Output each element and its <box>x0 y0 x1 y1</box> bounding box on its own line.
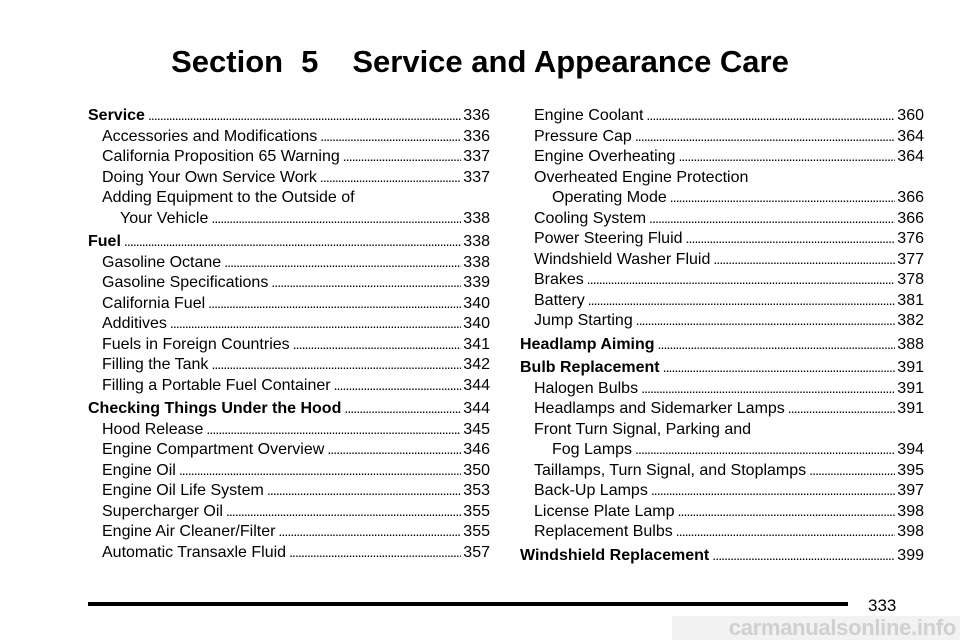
toc-entry-title: Engine Air Cleaner/Filter <box>102 523 276 540</box>
toc-entry-page: 366 <box>897 189 924 206</box>
dot-leader <box>170 314 461 328</box>
toc-entry-page: 378 <box>897 271 924 288</box>
toc-entry-title: Fuel <box>88 233 121 250</box>
dot-leader <box>206 420 461 434</box>
section-word: Section <box>171 44 284 79</box>
dot-leader <box>344 399 461 413</box>
toc-entry <box>88 355 490 376</box>
toc-entry-title: Jump Starting <box>534 312 633 329</box>
toc-entry-page: 381 <box>897 291 924 309</box>
toc-entry <box>88 147 490 168</box>
dot-leader <box>651 481 895 495</box>
toc-entry <box>520 440 924 461</box>
toc-entry-title: Headlamps and Sidemarker Lamps <box>534 400 785 417</box>
toc-entry-page: 341 <box>463 335 490 353</box>
toc-entry-text: Adding Equipment to the Outside of <box>102 189 355 206</box>
footer-rule <box>88 602 848 606</box>
toc-entry-title: Automatic Transaxle Fluid <box>102 543 287 561</box>
dot-leader <box>211 209 461 223</box>
toc-entry <box>520 106 924 127</box>
dot-leader <box>289 543 461 557</box>
dot-leader <box>211 355 461 369</box>
toc-entry-page: 376 <box>897 230 924 247</box>
dot-leader <box>148 106 461 120</box>
toc-entry <box>520 250 924 271</box>
dot-leader <box>809 461 895 475</box>
toc-entry-page: 345 <box>463 420 490 438</box>
toc-entry-page: 355 <box>463 502 490 520</box>
dot-leader <box>320 168 461 182</box>
dot-leader <box>635 440 895 454</box>
toc-entry-page: 397 <box>897 482 924 499</box>
dot-leader <box>271 273 461 287</box>
toc-entry-title: Fuels in Foreign Countries <box>102 335 290 353</box>
toc-entry <box>88 481 490 502</box>
dot-leader <box>678 502 896 516</box>
toc-section-entry <box>88 399 490 420</box>
toc-entry-title: Power Steering Fluid <box>534 230 683 247</box>
dot-leader <box>327 440 461 454</box>
toc-entry <box>520 379 924 400</box>
toc-entry-page: 337 <box>463 168 490 186</box>
toc-entry <box>88 440 490 461</box>
dot-leader <box>663 358 896 372</box>
toc-entry-page: 339 <box>463 274 490 291</box>
dot-leader <box>635 127 895 141</box>
toc-entry <box>520 188 924 209</box>
toc-entry-title: Operating Mode <box>552 189 667 206</box>
toc-entry <box>88 127 490 148</box>
dot-leader <box>226 502 461 516</box>
toc-entry-title: California Fuel <box>102 294 206 312</box>
toc-entry-title: Replacement Bulbs <box>534 523 673 540</box>
toc-entry-page: 391 <box>897 359 924 376</box>
dot-leader <box>678 147 895 161</box>
toc-entry-page: 340 <box>463 315 490 332</box>
dot-leader <box>713 250 895 264</box>
toc-entry-title: Engine Overheating <box>534 148 676 165</box>
toc-entry-title: Battery <box>534 291 585 309</box>
toc-entry <box>520 522 924 543</box>
dot-leader <box>587 270 896 284</box>
toc-entry-text: Front Turn Signal, Parking and <box>534 420 752 438</box>
toc-entry-page: 395 <box>897 461 924 479</box>
toc-entry-title: Accessories and Modifications <box>102 127 318 145</box>
toc-entry-title: Supercharger Oil <box>102 502 223 520</box>
dot-leader <box>278 522 461 536</box>
toc-entry-title: Your Vehicle <box>120 209 209 227</box>
dot-leader <box>124 232 461 246</box>
toc-entry-page: 337 <box>463 148 490 165</box>
toc-entry-page: 346 <box>463 441 490 458</box>
section-title: Service and Appearance Care <box>352 44 789 79</box>
toc-entry-page: 357 <box>463 543 490 561</box>
toc-section-entry <box>520 358 924 379</box>
toc-entry-page: 377 <box>897 250 924 268</box>
toc-entry-page: 338 <box>463 209 490 227</box>
toc-entry-title: Windshield Washer Fluid <box>534 250 711 268</box>
toc-entry-page: 344 <box>463 400 490 417</box>
dot-leader <box>267 481 461 495</box>
toc-entry-title: Gasoline Specifications <box>102 274 269 291</box>
toc-entry-page: 391 <box>897 379 924 397</box>
toc-entry-title: Doing Your Own Service Work <box>102 168 317 186</box>
toc-entry-title: Halogen Bulbs <box>534 379 639 397</box>
toc-entry <box>88 376 490 397</box>
toc-entry-title: Hood Release <box>102 420 204 438</box>
toc-entry-title: Service <box>88 107 145 124</box>
toc-entry-title: Engine Coolant <box>534 107 644 124</box>
toc-entry-page: 364 <box>897 127 924 145</box>
toc-entry-page: 388 <box>897 335 924 353</box>
dot-leader <box>293 335 462 349</box>
dot-leader <box>208 294 461 308</box>
toc-entry <box>520 481 924 502</box>
dot-leader <box>649 209 895 223</box>
toc-entry-page: 355 <box>463 523 490 540</box>
toc-entry-page: 338 <box>463 233 490 250</box>
toc-entry <box>88 209 490 230</box>
toc-entry-title: Filling a Portable Fuel Container <box>102 376 331 394</box>
dot-leader <box>224 253 461 267</box>
dot-leader <box>320 127 461 141</box>
toc-entry-title: Headlamp Aiming <box>520 335 655 353</box>
toc-entry <box>520 291 924 312</box>
dot-leader <box>334 376 462 390</box>
toc-entry <box>88 273 490 294</box>
toc-entry-page: 342 <box>463 356 490 373</box>
toc-entry-title: Engine Compartment Overview <box>102 441 325 458</box>
toc-entry <box>88 420 490 441</box>
toc-entry <box>520 209 924 230</box>
toc-entry-page: 391 <box>897 400 924 417</box>
dot-leader <box>646 106 895 120</box>
toc-entry <box>88 543 490 564</box>
toc-entry-page: 398 <box>897 523 924 540</box>
toc-entry-title: Bulb Replacement <box>520 359 660 376</box>
toc-entry <box>520 502 924 523</box>
toc-entry-title: License Plate Lamp <box>534 502 675 520</box>
dot-leader <box>588 291 896 305</box>
toc-entry-page: 364 <box>897 148 924 165</box>
toc-entry <box>520 311 924 332</box>
toc-entry-page: 398 <box>897 502 924 520</box>
toc-entry-title: Windshield Replacement <box>520 546 710 564</box>
toc-entry <box>520 127 924 148</box>
toc-entry <box>88 335 490 356</box>
toc-entry <box>88 253 490 274</box>
toc-entry <box>520 399 924 420</box>
toc-entry-page: 360 <box>897 107 924 124</box>
dot-leader <box>686 229 896 243</box>
toc-entry-title: Pressure Cap <box>534 127 632 145</box>
watermark: carmanualsonline.info <box>672 616 960 640</box>
toc-entry-title: Engine Oil <box>102 461 176 479</box>
toc-entry-title: Engine Oil Life System <box>102 482 264 499</box>
toc-entry-title: Fog Lamps <box>552 441 633 458</box>
dot-leader <box>712 546 895 560</box>
toc-entry-page: 336 <box>463 127 490 145</box>
toc-entry-page: 336 <box>463 107 490 124</box>
toc-entry <box>88 294 490 315</box>
toc-entry <box>520 270 924 291</box>
toc-entry-page: 382 <box>897 312 924 329</box>
toc-entry-text: Overheated Engine Protection <box>534 168 749 186</box>
toc-entry <box>520 461 924 482</box>
dot-leader <box>788 399 896 413</box>
toc-entry-page: 344 <box>463 376 490 394</box>
dot-leader <box>179 461 461 475</box>
dot-leader <box>676 522 896 536</box>
toc-entry <box>88 168 490 189</box>
toc-entry-page: 340 <box>463 294 490 312</box>
dot-leader <box>641 379 895 393</box>
toc-left-column <box>88 106 490 563</box>
toc-entry-title: Cooling System <box>534 209 647 227</box>
toc-entry-title: Gasoline Octane <box>102 253 222 271</box>
section-number: 5 <box>301 44 319 79</box>
toc-entry-title: California Proposition 65 Warning <box>102 148 340 165</box>
toc-entry-title: Checking Things Under the Hood <box>88 400 342 417</box>
toc-right-column <box>520 106 924 566</box>
section-heading <box>0 44 960 80</box>
toc-entry-title: Back-Up Lamps <box>534 482 648 499</box>
toc-entry <box>88 314 490 335</box>
toc-entry-page: 353 <box>463 482 490 499</box>
dot-leader <box>343 147 462 161</box>
dot-leader <box>658 335 896 349</box>
toc-entry-page: 350 <box>463 461 490 479</box>
toc-entry <box>88 502 490 523</box>
toc-section-entry <box>88 232 490 253</box>
toc-entry-page: 399 <box>897 546 924 564</box>
toc-section-entry <box>520 335 924 356</box>
toc-entry <box>520 229 924 250</box>
toc-entry <box>88 522 490 543</box>
toc-entry-page: 338 <box>463 253 490 271</box>
toc-entry <box>520 147 924 168</box>
page-number: 333 <box>868 596 897 615</box>
dot-leader <box>670 188 896 202</box>
toc-entry-title: Additives <box>102 315 167 332</box>
toc-section-entry <box>88 106 490 127</box>
toc-entry-title: Filling the Tank <box>102 356 209 373</box>
toc-entry-page: 366 <box>897 209 924 227</box>
dot-leader <box>636 311 896 325</box>
toc-entry-title: Brakes <box>534 271 584 288</box>
toc-entry-title: Taillamps, Turn Signal, and Stoplamps <box>534 461 807 479</box>
toc-section-entry <box>520 546 924 567</box>
toc-entry-page: 394 <box>897 441 924 458</box>
toc-entry <box>88 461 490 482</box>
